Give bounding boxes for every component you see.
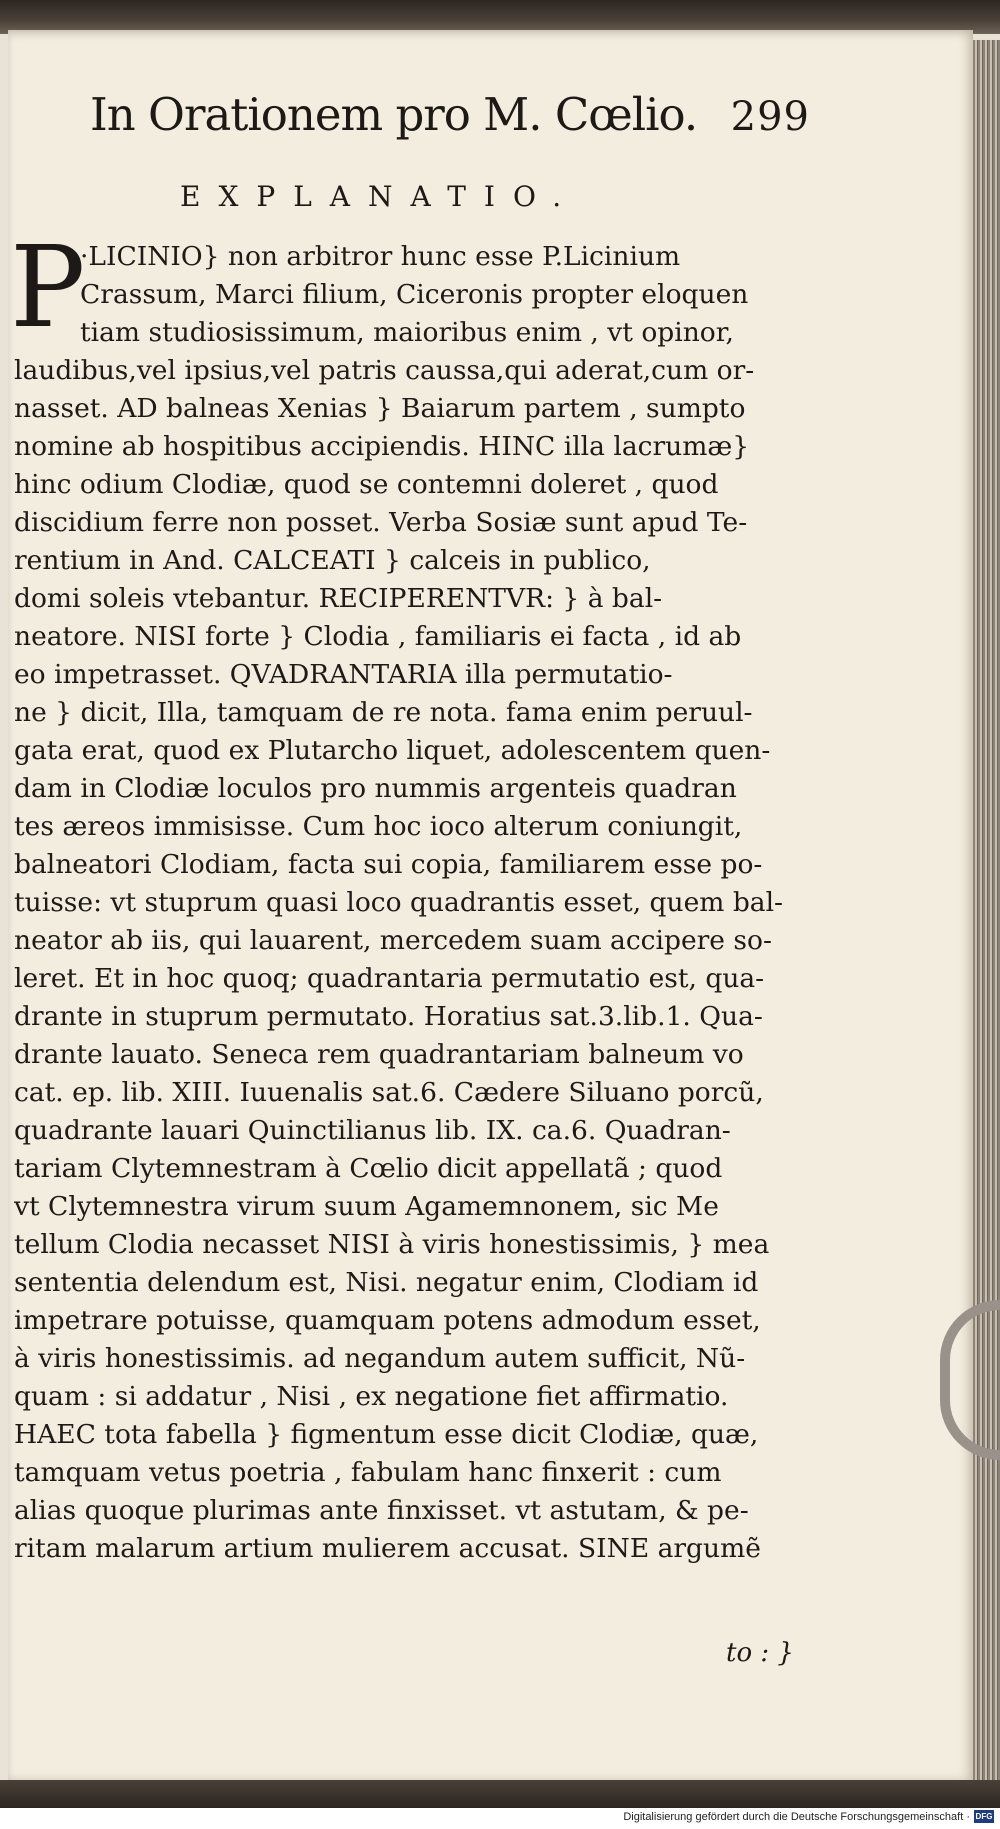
text-line: tamquam vetus poetria , fabulam hanc finxerit : cum bbox=[14, 1457, 722, 1488]
dfg-logo: DFG bbox=[975, 1812, 993, 1821]
text-line: laudibus,vel ipsius,vel patris caussa,qui aderat,cum or- bbox=[14, 355, 755, 386]
funding-note: Digitalisierung gefördert durch die Deutsche Forschungsgemeinschaft · bbox=[623, 1811, 970, 1823]
text-line: domi soleis vtebantur. RECIPERENTVR: } à bal- bbox=[14, 583, 663, 614]
text-line: HAEC tota fabella } figmentum esse dicit Clodiæ, quæ, bbox=[14, 1419, 759, 1450]
text-line: Crassum, Marci filium, Ciceronis propter eloquen bbox=[80, 279, 749, 310]
text-line: tellum Clodia necasset NISI à viris honestissimis, } mea bbox=[14, 1229, 770, 1260]
text-line: neatore. NISI forte } Clodia , familiaris ei facta , id ab bbox=[14, 621, 742, 652]
binding-bottom bbox=[0, 1780, 1000, 1808]
page-number: 299 bbox=[730, 94, 810, 140]
text-line: gata erat, quod ex Plutarcho liquet, adolescentem quen- bbox=[14, 735, 771, 766]
text-line: rentium in And. CALCEATI } calceis in publico, bbox=[14, 545, 651, 576]
text-line: ne } dicit, Illa, tamquam de re nota. fama enim peruul- bbox=[14, 697, 753, 728]
binding-top bbox=[0, 0, 1000, 34]
text-line: tariam Clytemnestram à Cœlio dicit appellatã ; quod bbox=[14, 1153, 723, 1184]
text-line: dam in Clodiæ loculos pro nummis argenteis quadran bbox=[14, 773, 737, 804]
page-edges bbox=[973, 40, 1000, 1780]
text-line: tuisse: vt stuprum quasi loco quadrantis esset, quem bal- bbox=[14, 887, 784, 918]
text-line: hinc odium Clodiæ, quod se contemni doleret , quod bbox=[14, 469, 719, 500]
text-line: quam : si addatur , Nisi , ex negatione fiet affirmatio. bbox=[14, 1381, 729, 1412]
text-line: sententia delendum est, Nisi. negatur enim, Clodiam id bbox=[14, 1267, 759, 1298]
text-line: ·LICINIO} non arbitror hunc esse P.Licinium bbox=[80, 241, 681, 272]
section-heading: EXPLANATIO. bbox=[180, 180, 580, 213]
text-line: tes æreos immisisse. Cum hoc ioco alterum coniungit, bbox=[14, 811, 743, 842]
text-line: tiam studiosissimum, maioribus enim , vt opinor, bbox=[80, 317, 734, 348]
text-line: discidium ferre non posset. Verba Sosiæ sunt apud Te- bbox=[14, 507, 748, 538]
text-line: ritam malarum artium mulierem accusat. SINE argumẽ bbox=[14, 1533, 761, 1564]
text-line: alias quoque plurimas ante finxisset. vt astutam, & pe- bbox=[14, 1495, 749, 1526]
running-title: In Orationem pro M. Cœlio. bbox=[90, 88, 698, 141]
page-header bbox=[90, 88, 810, 158]
drop-cap: P bbox=[10, 223, 86, 353]
catchword: to : } bbox=[726, 1638, 794, 1668]
text-line: quadrante lauari Quinctilianus lib. IX. ca.6. Quadran- bbox=[14, 1115, 731, 1146]
text-line: nasset. AD balneas Xenias } Baiarum partem , sumpto bbox=[14, 393, 746, 424]
text-line: cat. ep. lib. XIII. Iuuenalis sat.6. Cædere Siluano porcũ, bbox=[14, 1077, 764, 1108]
text-line: vt Clytemnestra virum suum Agamemnonem, sic Me bbox=[14, 1191, 719, 1222]
text-line: balneatori Clodiam, facta sui copia, familiarem esse po- bbox=[14, 849, 763, 880]
text-line: eo impetrasset. QVADRANTARIA illa permutatio- bbox=[14, 659, 673, 690]
text-line: neator ab iis, qui lauarent, mercedem suam accipere so- bbox=[14, 925, 772, 956]
text-line: nomine ab hospitibus accipiendis. HINC illa lacrumæ} bbox=[14, 431, 750, 462]
text-line: drante lauato. Seneca rem quadrantariam balneum vo bbox=[14, 1039, 744, 1070]
text-line: à viris honestissimis. ad negandum autem sufficit, Nũ- bbox=[14, 1343, 746, 1374]
text-line: impetrare potuisse, quamquam potens admodum esset, bbox=[14, 1305, 761, 1336]
text-line: leret. Et in hoc quoq; quadrantaria permutatio est, qua- bbox=[14, 963, 765, 994]
body-text bbox=[14, 238, 814, 1568]
text-line: drante in stuprum permutato. Horatius sat.3.lib.1. Qua- bbox=[14, 1001, 763, 1032]
